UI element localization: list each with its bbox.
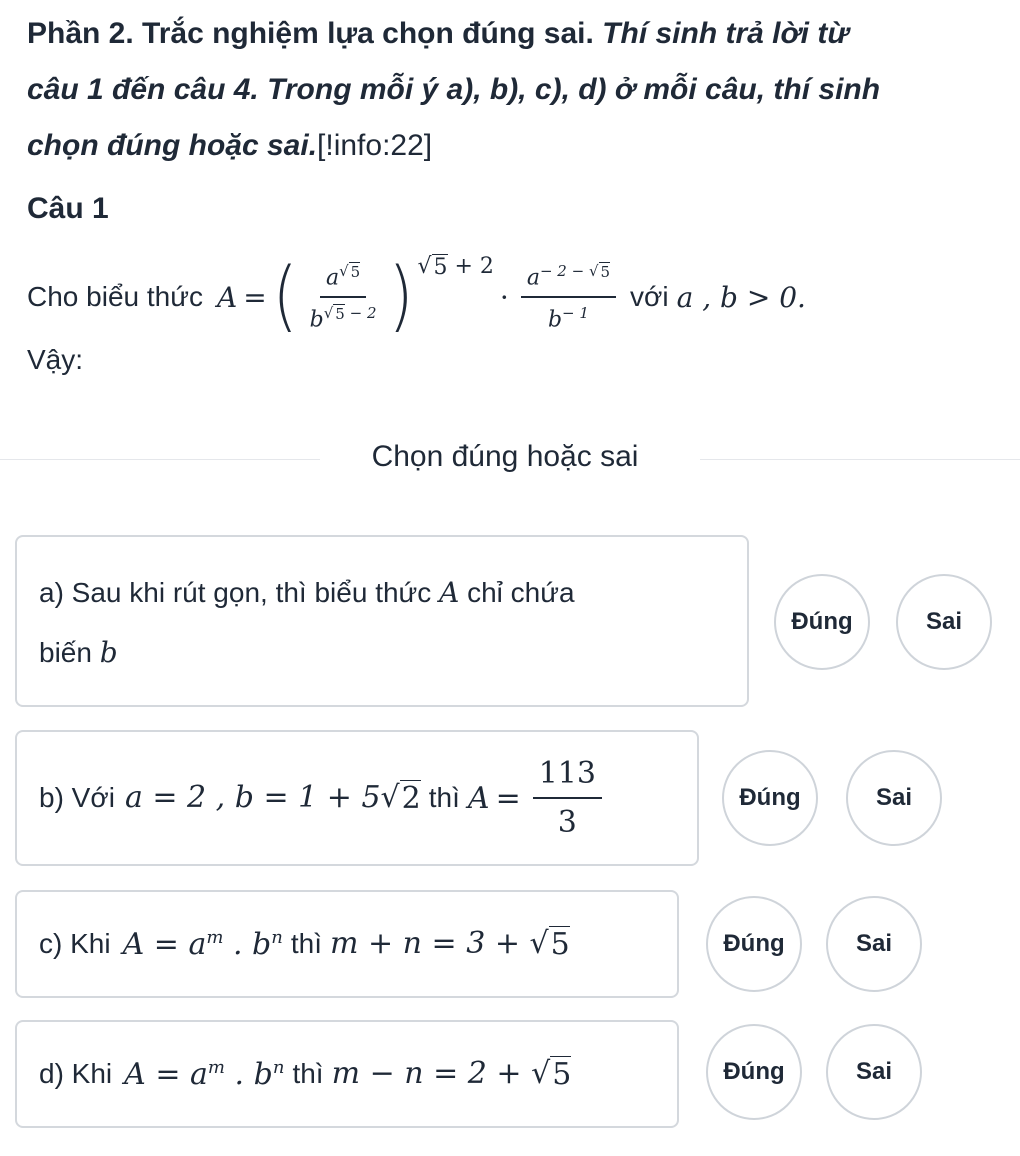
formula-equals: =: [243, 280, 267, 314]
question-ask: Vậy:: [27, 344, 84, 375]
option-d-true-button[interactable]: Đúng: [706, 1024, 802, 1120]
option-a-label: a) Sau khi rút gọn, thì biểu thức: [39, 577, 432, 608]
instructions-text-end: chọn đúng hoặc sai.: [27, 129, 318, 162]
fraction-2-numerator: $a^{- 2 - √ 5}$: [521, 262, 616, 298]
info-tag: [!info:22]: [317, 129, 433, 162]
formula-dot: ·: [499, 280, 509, 314]
formula-fraction-2: [521, 262, 616, 333]
stem-prefix: Cho biểu thức: [27, 281, 203, 312]
fraction-1-numerator: a $^{√ 5}$: [320, 262, 366, 298]
option-b-true-button[interactable]: Đúng: [722, 750, 818, 846]
option-card-b: [15, 730, 699, 866]
question-title: Câu 1: [27, 192, 109, 225]
divider-label: Chọn đúng hoặc sai: [371, 440, 639, 473]
question-stem: [27, 242, 1007, 352]
option-b-fraction: [533, 756, 602, 840]
option-c-label: c) Khi: [39, 928, 111, 959]
instructions-text: Thí sinh trả lời từ: [602, 17, 849, 50]
option-b-then: thì: [428, 782, 460, 813]
stem-suffix: với: [630, 281, 669, 312]
option-c-false-button[interactable]: Sai: [826, 896, 922, 992]
fraction-2-denominator: $b^{- 1}$: [547, 304, 589, 333]
option-a-var2: b: [99, 636, 118, 669]
option-d-then: thì: [292, 1058, 324, 1089]
stem-condition: a , b > 0.: [676, 280, 806, 314]
option-b-result-var: A: [467, 780, 490, 816]
section-divider: [0, 430, 1020, 488]
option-a-true-button[interactable]: Đúng: [774, 574, 870, 670]
option-a-tail: chỉ chứa: [467, 577, 575, 608]
fraction-1-denominator: b $^{√ 5 - 2}$: [309, 304, 377, 333]
part-title: Phần 2. Trắc nghiệm lựa chọn đúng sai.: [27, 17, 603, 50]
instructions-line-3: [27, 118, 987, 174]
option-d-claim: m − n = 2 + √ 5: [331, 1056, 572, 1092]
formula-exponent: √ 5 + 2: [417, 254, 494, 280]
formula-paren-close: ): [388, 252, 414, 342]
option-d-label: d) Khi: [39, 1058, 113, 1089]
option-a-false-button[interactable]: Sai: [896, 574, 992, 670]
option-c-true-button[interactable]: Đúng: [706, 896, 802, 992]
part-instructions: [27, 6, 987, 174]
option-c-then: thì: [290, 928, 322, 959]
formula-fraction-1: [304, 262, 383, 333]
option-b-denominator: 3: [557, 805, 577, 840]
instructions-line-2: câu 1 đến câu 4. Trong mỗi ý a), b), c), d) ở mỗi câu, thí sinh: [27, 73, 881, 106]
option-b-condition: a = 2 , b = 1 + 5 √ 2: [124, 780, 421, 816]
option-b-numerator: 113: [533, 756, 602, 799]
option-a-line2: biến: [39, 637, 92, 668]
option-c-expression: $A = a^m$ . $b^n$: [122, 926, 283, 962]
option-c-claim: m + n = 3 + √ 5: [330, 926, 570, 962]
option-d-false-button[interactable]: Sai: [826, 1024, 922, 1120]
formula-paren-open: (: [272, 252, 298, 342]
option-a-text: [39, 563, 575, 683]
option-card-a: [15, 535, 749, 707]
option-b-label: b) Với: [39, 782, 115, 813]
option-card-c: [15, 890, 679, 998]
option-b-equals: =: [495, 780, 521, 816]
option-a-var: A: [439, 576, 460, 609]
formula-var-a: A: [216, 280, 238, 314]
option-b-false-button[interactable]: Sai: [846, 750, 942, 846]
instructions-line-1: [27, 6, 987, 62]
option-card-d: [15, 1020, 679, 1128]
option-d-expression: $A = a^m$ . $b^n$: [124, 1056, 285, 1092]
